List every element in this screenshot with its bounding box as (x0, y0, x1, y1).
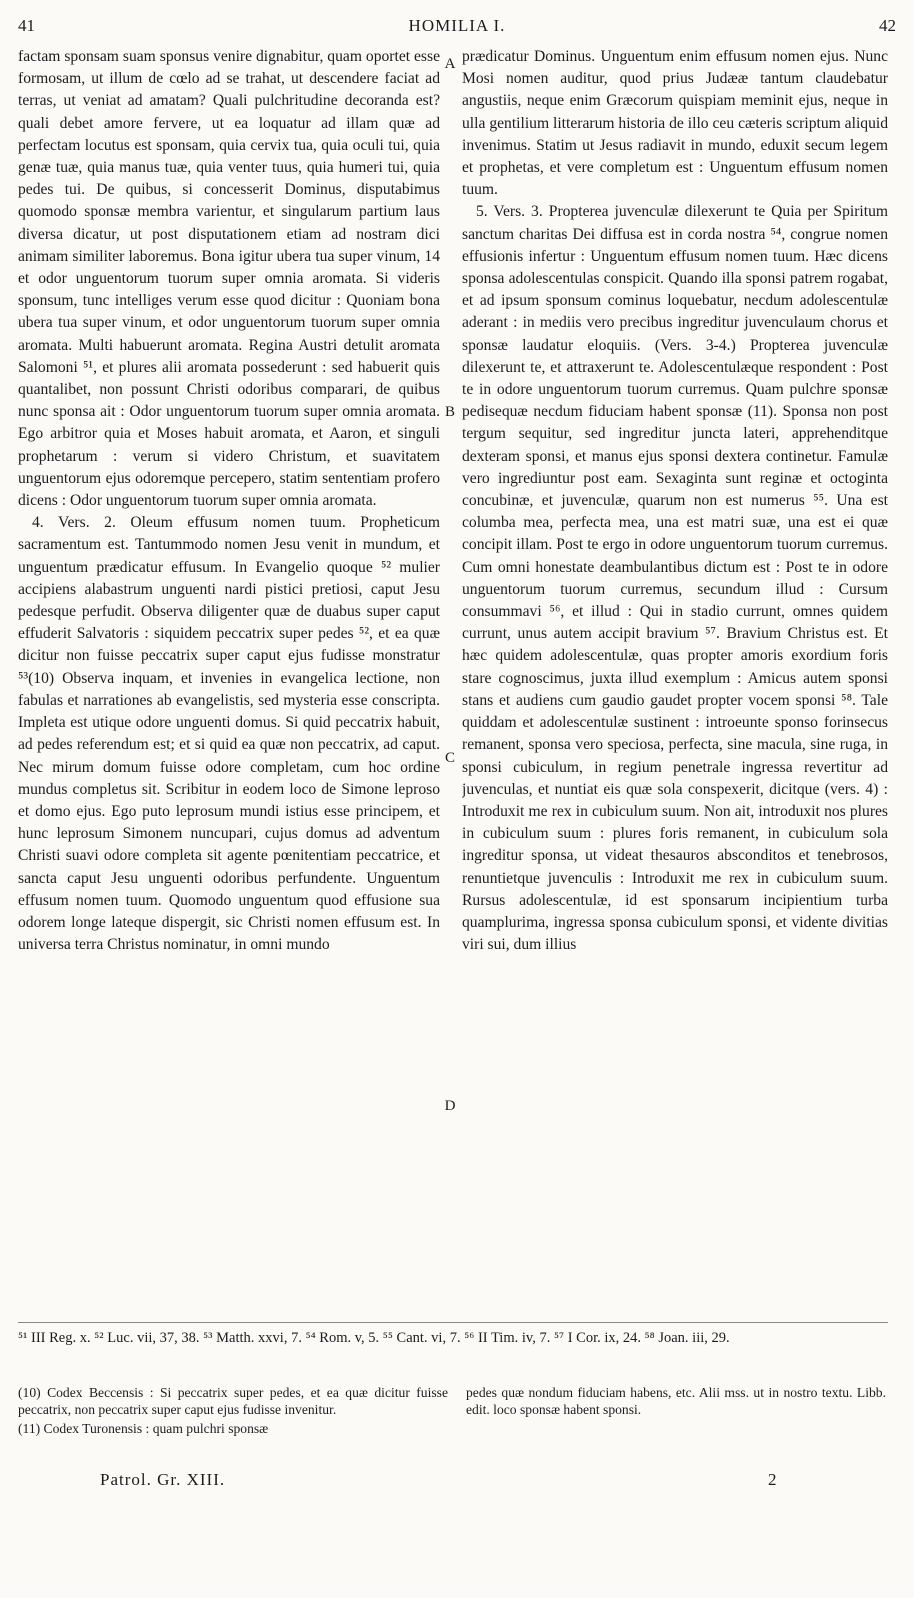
footnote-divider (18, 1322, 888, 1323)
notes-right (466, 1384, 886, 1420)
page-header (18, 10, 896, 40)
page-footer (0, 1470, 914, 1500)
running-title: HOMILIA I. (408, 16, 506, 35)
margin-letter-d: D (444, 1098, 456, 1114)
margin-letter-a: A (444, 56, 456, 72)
footnote: (11) Codex Turonensis : quam pulchri sponsæ (18, 1421, 269, 1436)
right-column (462, 46, 888, 1318)
page-number-right: 42 (879, 16, 896, 35)
right-paragraph: prædicatur Dominus. Unguentum enim effusum nomen ejus. Nunc Mosi nomen auditur, quod prius Judææ tantum claudebatur angustiis, neque enim Græcorum quispiam meminit ejus, neque in ulla gentilium litterarum historia de illo ceu cæteris scriptum aliquid invenimus. Statim ut Jesus radiavit in mundo, eduxit secum legem et prophetas, et vere completum est : Unguentum effusum nomen tuum. (462, 48, 888, 199)
footer-signature: 2 (768, 1470, 777, 1489)
footer-series: Patrol. Gr. XIII. (100, 1470, 226, 1489)
footnote: (10) Codex Beccensis : Si peccatrix super pedes, et ea quæ dicitur fuisse peccatrix, non peccatrix super caput ejus fudisse invenitur. (18, 1385, 448, 1417)
margin-letter-b: B (444, 404, 455, 420)
scripture-references: ⁵¹ III Reg. x. ⁵² Luc. vii, 37, 38. ⁵³ Matth. xxvi, 7. ⁵⁴ Rom. v, 5. ⁵⁵ Cant. vi, 7. ⁵⁶ II Tim. iv, 7. ⁵⁷ I Cor. ix, 24. ⁵⁸ Joan. iii, 29. (18, 1330, 730, 1346)
margin-letter-c: C (444, 750, 455, 766)
left-paragraph: factam sponsam suam sponsus venire dignabitur, quam oportet esse formosam, ut illum de cœlo ad se trahat, ut descendere faciat ad terras, ut veniat ad amatam? Quali pulchritudine decoranda est? quali debet amore fervere, ut ea loquatur ad illam quæ ad perfectam locutus est sponsam, quia cervix tua, quia oculi tui, quia genæ tuæ, quia manus tuæ, quia venter tuus, quia humeri tui, quia pedes tui. De quibus, si concesserit Dominus, disputabimus quomodo sponsæ membra varientur, et singularum partium laus diversa dicatur, ut post disputationem etiam ad nostram dici animam similiter laboremus. Bona igitur ubera tua super vinum, 14 et odor unguentorum tuorum super omnia aromata. Si videris sponsum, tunc intelliges verum esse quod dicitur : Quoniam bona ubera tua super vinum, et odor unguentorum tuorum super omnia aromata. Multi habuerunt aromata. Regina Austri detulit aromata Salomoni ⁵¹, et plures alii aromata possederunt : sed habuerit quis quantalibet, non possunt Christi odoribus comparari, de quibus nunc sponsa ait : Odor unguentorum tuorum super omnia aromata. Ego arbitror quia et Moses habuit aromata, et Aaron, et singuli prophetarum : verum si videro Christum, et suavitatem unguentorum ejus odoremque percepero, statim sententiam profero dicens : Odor unguentorum tuorum super omnia aromata. (18, 48, 440, 510)
page-number-left: 41 (18, 16, 35, 35)
left-paragraph: 4. Vers. 2. Oleum effusum nomen tuum. Propheticum sacramentum est. Tantummodo nomen Jesu venit in mundum, et unguentum prædicatur effusum. In Evangelio quoque ⁵² mulier accipiens alabastrum unguenti nardi pistici pretiosi, caput Jesu pedesque perfudit. Observa diligenter quæ de duabus super caput effuderit Salvatoris : siquidem peccatrix super pedes ⁵², et ea quæ dicitur non fuisse peccatrix super caput ejus fudisse monstratur ⁵³(10) Observa inquam, et invenies in evangelica lectione, non fabulas et narrationes ab evangelistis, sed mysteria esse conscripta. Impleta est utique odore unguenti domus. Si quid peccatrix habuit, ad pedes referendum est; et si quid ea quæ non peccatrix, ad caput. Nec mirum domum fuisse odore completam, cum hoc ordine mundus completus sit. Scribitur in eodem loco de Simone leproso et domo ejus. Ego puto leprosum mundi istius esse principem, et hunc leprosum Simonem nuncupari, cujus domus ad adventum Christi suavi odore completa sit agente pœnitentiam peccatrice, et sancta caput Jesu unguenti odoribus perfundente. Unguentum effusum nomen tuum. Quomodo unguentum quod effusione sua odorem longe lateque dispergit, sic Christi nomen effusum est. In universa terra Christus nominatur, in omni mundo (18, 514, 440, 954)
notes-left (18, 1384, 448, 1439)
right-paragraph: 5. Vers. 3. Propterea juvenculæ dilexerunt te Quia per Spiritum sanctum charitas Dei diffusa est in corda nostra ⁵⁴, congrue nomen effusionis infertur : Unguentum effusum nomen tuum. Hæc dicens sponsa adolescentulas conspicit. Quando illa sponsi patrem rogabat, et ad ipsum sponsum cominus loquebatur, necdum adolescentulæ aderant : in mediis vero precibus ingreditur juvenculaum chorus et sponsæ laudatur eloquiis. (Vers. 3-4.) Propterea juvenculæ dilexerunt te, et attraxerunt te. Adolescentulæque respondent : Post te in odore unguentorum tuorum curremus. Quam pulchre sponsæ pedisequæ necdum fiduciam habent sponsæ (11). Sponsa non post tergum sequitur, sed ingreditur juncta lateri, apprehenditque dexteram sponsi, et manus ejus sponsi dextera continetur. Famulæ vero ingrediuntur post eam. Sexaginta sunt reginæ et octoginta concubinæ, et juvenculæ, quarum non est numerus ⁵⁵. Una est columba mea, perfecta mea, una est matri suæ, una est ei quæ concipit illam. Post te ergo in odore unguentorum tuorum curremus. Cum omni honestate deambulantibus dictum est : Post te in odore unguentorum tuorum curremus, secundum illud : Cursum consummavi ⁵⁶, et illud : Qui in stadio currunt, omnes quidem currunt, unus autem accipit bravium ⁵⁷. Bravium Christus est. Et hæc quidem adolescentulæ, quas propter amoris exordium foris stare cognoscimus, juxta illud exemplum : Amicus autem sponsi stans et audiens cum gaudio gaudet propter vocem sponsi ⁵⁸. Tale quiddam et adolescentulæ sustinent : introeunte sponso forinsecus remanent, sponsa vero speciosa, perfecta, sine macula, sine ruga, in sponsi cubiculum, in regium penetrale ingressa revertitur ad juvenculas, et nuntiat eis quæ sola conspexerit, dicitque (vers. 4) : Introduxit me rex in cubiculum suum. Non ait, introduxit nos plures in cubiculum suum : plures foris remanent, in cubiculum sola ingreditur sponsa, ut videat thesauros absconditos et tenebrosos, renuntietque juvenculis : Introduxit me rex in cubiculum suum. Rursus adolescentulæ, id est sponsarum incipientium turba quamplurima, ingressa sponsa cubiculum sponsi, et vidente divitias viri sui, dum illius (462, 203, 888, 954)
footnote: pedes quæ nondum fiduciam habens, etc. Alii mss. ut in nostro textu. Libb. edit. loco sponsæ habent sponsi. (466, 1385, 886, 1417)
left-column (18, 46, 440, 1318)
